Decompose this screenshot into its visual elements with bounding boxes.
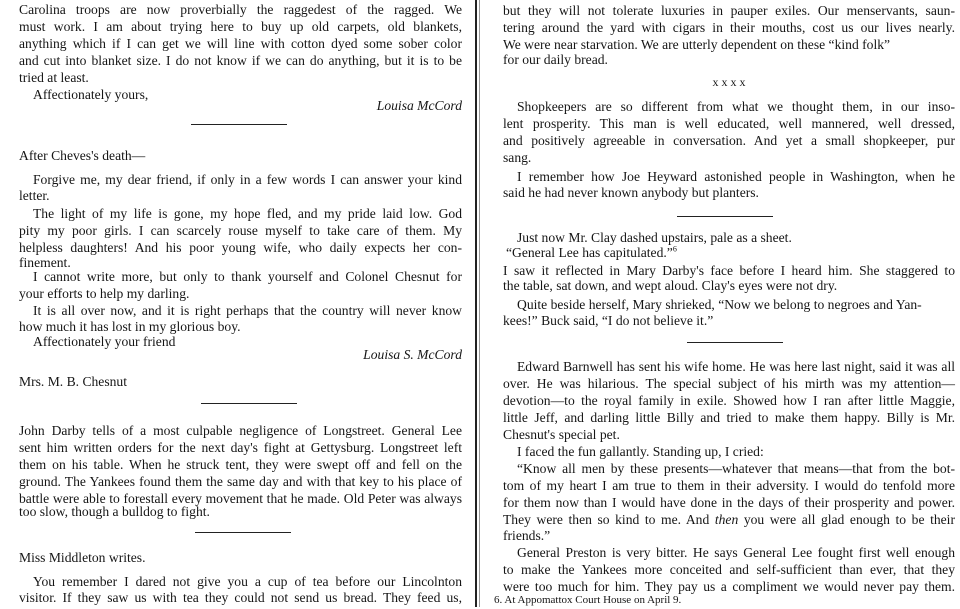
text-line: the table, sat down, and wept aloud. Clay's eyes were not dry. bbox=[503, 278, 838, 293]
text-line: to make the Yankees more conceited and self-sufficient than ever, that they bbox=[503, 562, 955, 577]
text-line: Miss Middleton writes. bbox=[19, 550, 146, 565]
text-line: anything which if I can get we will line with cotton dyed some sober color bbox=[19, 36, 462, 51]
signature: Louisa S. McCord bbox=[363, 347, 462, 362]
text-line bbox=[503, 511, 955, 528]
text-line: Just now Mr. Clay dashed upstairs, pale as a sheet. bbox=[517, 230, 792, 245]
text-line: finement. bbox=[19, 255, 71, 270]
text-line: After Cheves's death— bbox=[19, 148, 146, 163]
text-line: for them now than I would have done in the days of their prosperity and power. bbox=[503, 495, 955, 510]
text-line: tom of my heart I am true to them in their adversity. I would do tenfold more bbox=[503, 478, 955, 493]
text-line: sent him written orders for the next day's fight at Gettysburg. Longstreet left bbox=[19, 440, 462, 455]
text-line: little Jeff, and darling little Billy and tried to make them happy. Billy is Mr. bbox=[503, 410, 955, 425]
text-line: ground. The Yankees found them the same day and with that key to his place of bbox=[19, 474, 462, 489]
text-line: pity my poor girls. I can scarcely rouse myself to take care of them. My bbox=[19, 223, 462, 238]
text-line: Chesnut's special pet. bbox=[503, 427, 620, 442]
text-line: I remember how Joe Heyward astonished people in Washington, when he bbox=[517, 169, 955, 184]
text-line: It is all over now, and it is right perhaps that the country will never know bbox=[33, 303, 462, 318]
section-rule bbox=[201, 403, 297, 404]
text-line: them on his table. When he struck tent, they were swept off and fell on the bbox=[19, 457, 462, 472]
section-rule bbox=[191, 124, 287, 125]
text-line: over. He was hilarious. The special subject of his mirth was my attention— bbox=[503, 376, 955, 391]
text-line: for our daily bread. bbox=[503, 52, 608, 67]
section-rule bbox=[195, 532, 291, 533]
text-line: kees!” Buck said, “I do not believe it.” bbox=[503, 313, 714, 328]
column-gutter bbox=[475, 0, 477, 607]
text-line: and cut into blanket size. I do not know if we can do anything, but it is to be bbox=[19, 53, 462, 68]
text-line: John Darby tells of a most culpable negligence of Longstreet. General Lee bbox=[19, 423, 462, 438]
text-line: sang. bbox=[503, 150, 532, 165]
quote-text: “General Lee has capitulated.” bbox=[506, 245, 673, 260]
column-gutter-shadow bbox=[479, 0, 480, 607]
text-line: devotion—to the royal family in exile. Showed how I ran after little Maggie, bbox=[503, 393, 955, 408]
text-line: helpless daughters! And his poor young wife, who daily expects her con- bbox=[19, 240, 462, 255]
text-line: your efforts to help my darling. bbox=[19, 286, 190, 301]
section-rule bbox=[687, 342, 783, 343]
text-line: Shopkeepers are so different from what we thought them, in our inso- bbox=[517, 99, 955, 114]
addressee: Mrs. M. B. Chesnut bbox=[19, 374, 128, 389]
text-line: I cannot write more, but only to thank yourself and Colonel Chesnut for bbox=[33, 269, 462, 284]
text-line: Carolina troops are now proverbially the raggedest of the ragged. We bbox=[19, 2, 462, 17]
emphasis: then bbox=[714, 512, 739, 527]
text-line: battle were able to forestall every movement that he made. Old Peter was always bbox=[19, 491, 462, 506]
text-line: The light of my life is gone, my hope fled, and my pride laid low. God bbox=[33, 206, 462, 221]
text-line: letter. bbox=[19, 188, 50, 203]
text-line: how much it has lost in my glorious boy. bbox=[19, 319, 241, 334]
text-line: “Know all men by these presents—whatever that means—that from the bot- bbox=[517, 461, 955, 476]
signature: Louisa McCord bbox=[376, 98, 462, 113]
text-line: friends.” bbox=[503, 528, 551, 543]
text-line: were too much for him. They pay us a compliment we would never pay them. bbox=[503, 579, 955, 594]
text-line: You remember I dared not give you a cup of tea before our Lincolnton bbox=[33, 574, 462, 589]
text-line: and positively agreeable in conversation. And yet a small shopkeeper, pur bbox=[503, 133, 955, 148]
text-segment: you were all glad enough to be their bbox=[738, 512, 955, 527]
section-break-stars: x x x x bbox=[712, 75, 746, 89]
closing: Affectionately yours, bbox=[33, 87, 149, 102]
text-line: I saw it reflected in Mary Darby's face before I heard him. She staggered to bbox=[503, 263, 955, 278]
text-line: too slow, though a bulldog to fight. bbox=[19, 504, 210, 519]
footnote: 6. At Appomattox Court House on April 9. bbox=[494, 594, 682, 606]
footnote-marker[interactable]: 6 bbox=[672, 244, 677, 254]
text-segment: They were then so kind to me. And bbox=[503, 512, 715, 527]
text-line: General Preston is very bitter. He says General Lee fought first well enough bbox=[517, 545, 955, 560]
section-rule bbox=[677, 216, 773, 217]
text-line: tering around the yard with cigars in their mouths, cost us our lives nearly. bbox=[503, 20, 955, 35]
text-line: visitor. If they saw us with tea they could not send us bread. They feed us, bbox=[19, 590, 462, 605]
text-line: lent prosperity. This man is well educated, well mannered, well dressed, bbox=[503, 116, 955, 131]
text-line: tried at least. bbox=[19, 70, 89, 85]
closing: Affectionately your friend bbox=[33, 334, 176, 349]
text-line: I faced the fun gallantly. Standing up, I cried: bbox=[517, 444, 764, 459]
text-line bbox=[503, 244, 955, 261]
text-line: Edward Barnwell has sent his wife home. He was here last night, said it was all bbox=[517, 359, 955, 374]
text-line: Forgive me, my dear friend, if only in a few words I can answer your kind bbox=[33, 172, 462, 187]
text-line: We were near starvation. We are utterly dependent on these “kind folk” bbox=[503, 37, 891, 52]
text-line: but they will not tolerate luxuries in pauper exiles. Our menservants, saun- bbox=[503, 3, 955, 18]
text-line: said he had never known anybody but planters. bbox=[503, 185, 759, 200]
text-line: Quite beside herself, Mary shrieked, “Now we belong to negroes and Yan- bbox=[517, 297, 922, 312]
text-line: must work. I am about trying here to buy up old carpets, old blankets, bbox=[19, 19, 462, 34]
